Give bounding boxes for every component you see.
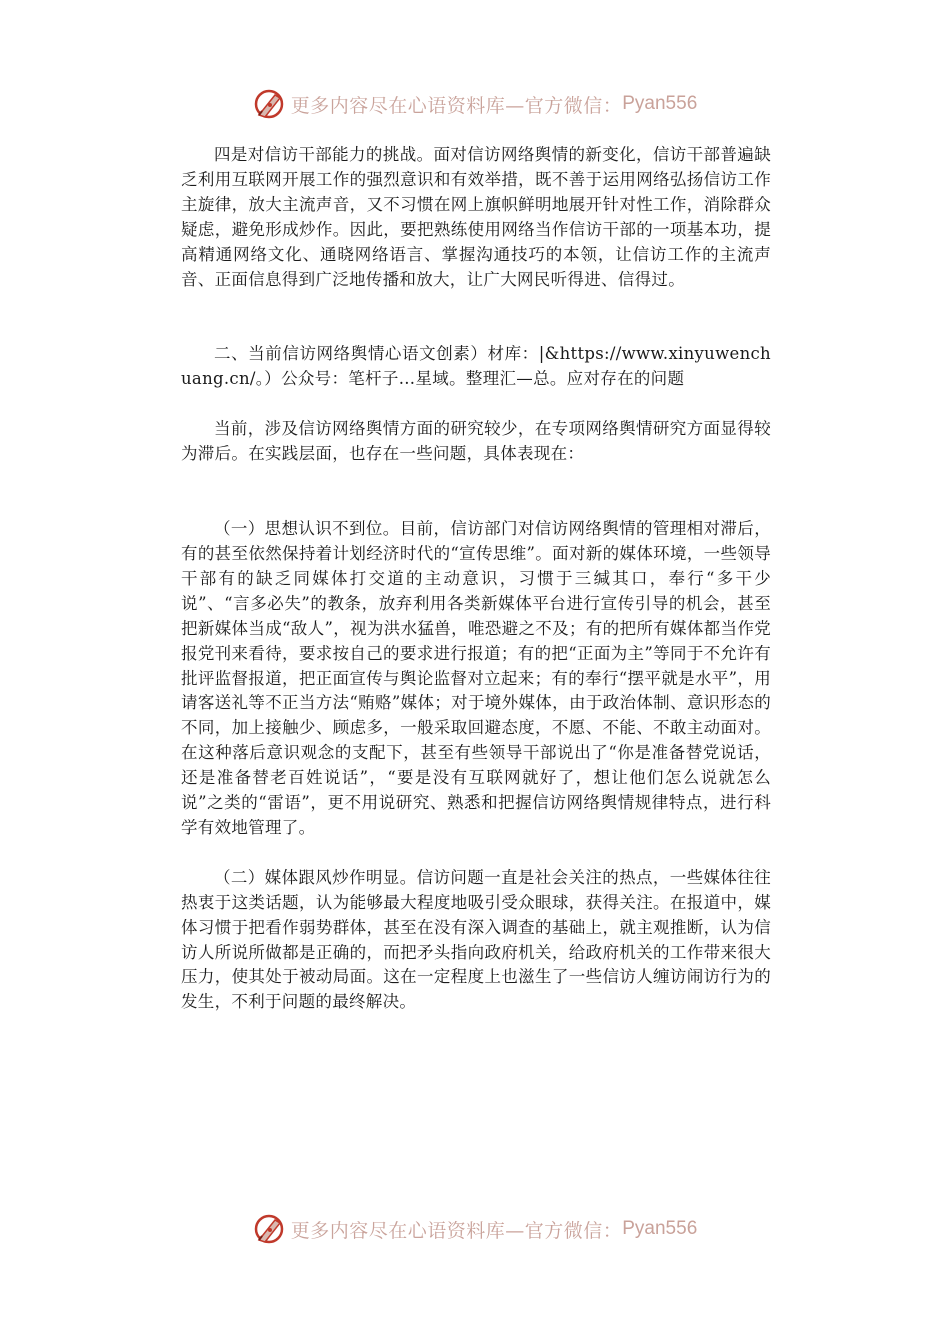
banner-wechat-handle: Pyan556 — [622, 93, 698, 114]
section-two-heading: 二、当前信访网络舆情心语文创素）材库：|&https://www.xinyuwenchuang.cn/。）公众号：笔杆子…星域。整理汇—总。应对存在的问题 — [181, 344, 771, 389]
footer-watermark-banner — [0, 1209, 950, 1249]
pen-nib-logo-icon — [253, 87, 287, 121]
pen-nib-logo-icon — [253, 1212, 287, 1246]
paragraph-point-two: （二）媒体跟风炒作明显。信访问题一直是社会关注的热点，一些媒体往往热衷于这类话题，认为能够最大程度地吸引受众眼球，获得关注。在报道中，媒体习惯于把看作弱势群体，甚至在没有深入调查的基础上，就主观推断，认为信访人所说所做都是正确的，而把矛头指向政府机关，给政府机关的工作带来很大压力，使其处于被动局面。这在一定程度上也滋生了一些信访人缠访闹访行为的发生，不利于问题的最终解决。 — [181, 867, 771, 1012]
paragraph-point-one: （一）思想认识不到位。目前，信访部门对信访网络舆情的管理相对滞后，有的甚至依然保持着计划经济时代的“宣传思维”。面对新的媒体环境，一些领导干部有的缺乏同媒体打交道的主动意识，习惯于三缄其口，奉行“多干少说”、“言多必失”的教条，放弃利用各类新媒体平台进行宣传引导的机会，甚至把新媒体当成“敌人”，视为洪水猛兽，唯恐避之不及；有的把所有媒体都当作党报党刊来看待，要求按自己的要求进行报道；有的把“正面为主”等同于不允许有批评监督报道，把正面宣传与舆论监督对立起来；有的奉行“摆平就是水平”，用请客送礼等不正当方法“贿赂”媒体；对于境外媒体，由于政治体制、意识形态的不同，加上接触少、顾虑多，一般采取回避态度，不愿、不能、不敢主动面对。在这种落后意识观念的支配下，甚至有些领导干部说出了“你是准备替党说话，还是准备替老百姓说话”，“要是没有互联网就好了，想让他们怎么说就怎么说”之类的“雷语”，更不用说研究、熟悉和把握信访网络舆情规律特点，进行科学有效地管理了。 — [181, 519, 771, 837]
banner-text: 更多内容尽在心语资料库—官方微信： — [290, 94, 623, 117]
paragraph-current-status: 当前，涉及信访网络舆情方面的研究较少，在专项网络舆情研究方面显得较为滞后。在实践层面，也存在一些问题，具体表现在： — [181, 419, 771, 464]
banner-text: 更多内容尽在心语资料库—官方微信： — [290, 1219, 623, 1242]
paragraph-four-challenge: 四是对信访干部能力的挑战。面对信访网络舆情的新变化，信访干部普遍缺乏利用互联网开展工作的强烈意识和有效举措，既不善于运用网络弘扬信访工作主旋律，放大主流声音，又不习惯在网上旗帜鲜明地展开针对性工作，消除群众疑虑，避免形成炒作。因此，要把熟练使用网络当作信访干部的一项基本功，提高精通网络文化、通晓网络语言、掌握沟通技巧的本领，让信访工作的主流声音、正面信息得到广泛地传播和放大，让广大网民听得进、信得过。 — [181, 145, 771, 289]
banner-wechat-handle: Pyan556 — [622, 1218, 698, 1239]
header-watermark-banner — [0, 84, 950, 124]
document-body — [181, 143, 771, 1015]
